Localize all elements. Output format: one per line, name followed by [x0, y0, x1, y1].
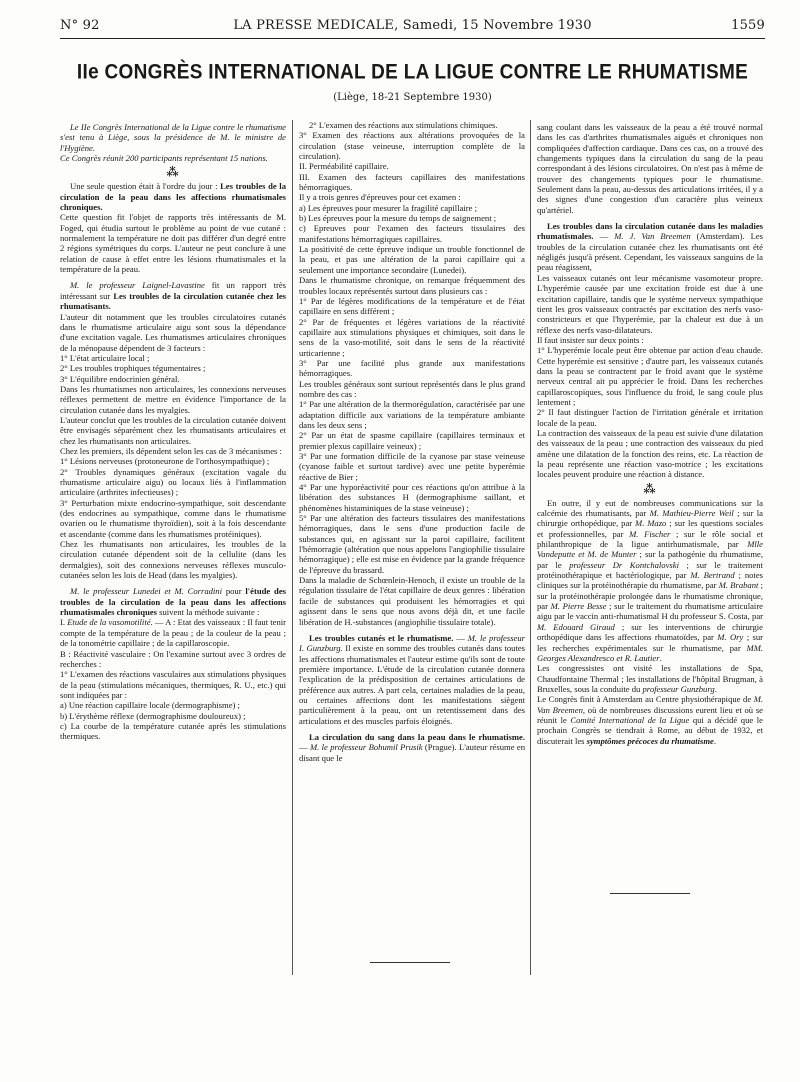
list-item: 5° Par une altération des facteurs tissulaires des manifestations hémorragiques, dans le sens d'une production facile de substances qui, en agissant sur la paroi capillaire, facilitent l'hémorragie (altération que nous appelons l'angiophilie tissulaire hémorragique) ; elle est mise en évidence par la grande fréquence de l'épreuve du brassard.	[299, 513, 525, 575]
article-title: IIe CONGRÈS INTERNATIONAL DE LA LIGUE CONTRE LE RHUMATISME	[76, 60, 749, 85]
text-run: ; sur le traitement protéinothérapique et bactériologique, par	[537, 559, 763, 581]
paragraph: Il faut insister sur deux points :	[537, 334, 644, 345]
header-rule	[60, 38, 765, 39]
paragraph	[537, 498, 763, 664]
text-run: I.	[60, 617, 68, 628]
author-name: Mlle Vandeputte et M. de Munter	[537, 539, 763, 560]
issue-number: N° 92	[60, 18, 100, 33]
list-item: 1° Par une altération de la thermorégulation, caractérisée par une adaptation difficile aux variations de la température ambiante dans les deux sens ;	[299, 399, 525, 430]
paragraph	[537, 221, 763, 273]
text-run: (Amsterdam). Les troubles de la circulation cutanée chez les rhumatisants ont été négligés jusqu'à présent. Cependant, les vaisseaux sanguins de la peau réagissent,	[537, 231, 764, 273]
list-item: b) Les épreuves pour la mesure du temps de saignement ;	[299, 213, 497, 224]
section-separator: ⁂	[166, 165, 180, 180]
paragraph: Dans les rhumatismes non articulaires, les connexions nerveuses réflexes permettent de mettre en évidence l'importance de la circulation cutanée dans les myalgies.	[60, 383, 286, 415]
column-3	[537, 122, 763, 746]
author-name: M. Mathieu-Pierre Weil	[649, 508, 734, 519]
text-run: —	[299, 742, 310, 753]
author-name: M. le professeur I. Gunzburg.	[299, 632, 526, 654]
paragraph	[60, 586, 286, 617]
author-name: M. Bertrand	[690, 570, 735, 581]
section-heading: La circulation du sang dans la peau dans le rhumatisme.	[309, 731, 525, 742]
text-run: —	[453, 632, 468, 643]
author-name: professeur Gunzburg	[642, 683, 715, 694]
paragraph: 1° L'examen des réactions vasculaires aux stimulations physiques de la peau (stimulations mécaniques, thermiques, R. U., etc.) qui sont indiquées par :	[60, 669, 286, 700]
author-name: M. J. Van Breemen	[614, 231, 691, 242]
section-separator: ⁂	[643, 481, 657, 496]
text-run: ; sur la chirurgie orthopédique, par	[537, 508, 763, 529]
paragraph: L'auteur conclut que les troubles de la circulation cutanée doivent être envisagés séparément chez les rhumatisants articulaires et chez les rhumatisants non articulaires.	[60, 414, 286, 446]
text-run: pour	[222, 586, 246, 597]
paragraph: Ce Congrès réunit 200 participants représentant 15 nations.	[60, 153, 268, 164]
list-item: 2° Par de fréquentes et légères variations de la réactivité capillaire aux stimulations physiques et chimiques, soit dans le sens de la vaso-motilité, soit dans le sens de la réactivité urticarienne ;	[299, 316, 525, 358]
author-name: M. Mazo	[635, 518, 667, 529]
text-run: suivent la méthode suivante :	[157, 607, 260, 618]
paragraph: Il y a trois genres d'épreuves pour cet examen :	[299, 192, 461, 203]
column-1	[60, 122, 286, 742]
text-run: Il existe en somme des troubles cutanés dans toutes les affections rhumatismales et l'auteur estime qu'ils sont de toute première importance. L'étude de la circulation cutanée donnera l'explication de la prédisposition de certaines articulations de préférence aux autres. A part cela, certaines maladies de la peau, ou certaines affections dont les manifestations siègent particulièrement à la peau, ont un retentissement dans des articulations et des muscles parfois éloignés.	[299, 643, 525, 726]
paragraph: Les vaisseaux cutanés ont leur mécanisme vasomoteur propre. L'hyperémie causée par une excitation froide est due à une excitation capillaire, tandis que le système nerveux sympathique tient les gros vaisseaux contractés par excitation des nerfs vaso-constricteurs et que l'hyperémie, par la chaleur est due à un réflexe des nerfs vaso-dilatateurs.	[537, 272, 763, 335]
column-2	[299, 120, 525, 763]
list-item: III. Examen des facteurs capillaires des manifestations hémorragiques.	[299, 171, 525, 193]
text-run: —	[593, 231, 615, 242]
text-run: Etude de la vasomotilité	[67, 617, 151, 628]
text-run: Le Congrès finit à Amsterdam au Centre physiothérapique de	[537, 694, 754, 705]
paragraph	[60, 617, 286, 648]
author-name: M. Brabant	[718, 580, 759, 591]
journal-title-date: LA PRESSE MEDICALE, Samedi, 15 Novembre 1930	[233, 18, 592, 33]
text-run: ; sur le rôle social et philanthropique de la ligue antirhumatismale, par	[537, 528, 763, 550]
page-number: 1559	[731, 18, 765, 33]
text-run: ; notes cliniques sur la protéinothérapie du rhumatisme, par	[537, 570, 763, 591]
article-subtitle: (Liège, 18-21 Septembre 1930)	[333, 92, 492, 103]
text-run: ; sur le traitement du rhumatisme articulaire aigu par le vaccin anti-rhumatismal H du professeur S. Costa, par	[537, 601, 763, 622]
text-run: ; sur la pathogénie du rhumatisme, par le	[537, 549, 763, 570]
text-run: Les congressistes ont visité les installations de Spa, Chaudfontaine Thermal ; les installations de l'hôpital Brugman, à Bruxelles, sous la conduite du	[537, 663, 763, 694]
text-run: Les troubles de la circulation cutanée chez les rhumatisants.	[60, 290, 286, 312]
paragraph: La positivité de cette épreuve indique un trouble fonctionnel de la peau, et pas une altération de la paroi capillaire qui a seulement une importance secondaire (Lunedei).	[299, 244, 525, 275]
author-name: M. Fischer	[629, 528, 671, 539]
text-run: ; sur les questions sociales et professionnelles, par	[537, 518, 763, 539]
end-rule	[610, 893, 690, 894]
list-item: b) L'érythème réflexe (dermographisme douloureux) ;	[60, 710, 246, 721]
text-run: .	[713, 735, 717, 746]
list-item: c) La courbe de la température cutanée après les stimulations thermiques.	[60, 720, 286, 742]
paragraph	[60, 181, 286, 212]
list-item: 2° Les troubles trophiques tégumentaires ;	[60, 363, 206, 374]
text-run: fit un rapport très intéressant sur	[60, 280, 286, 301]
column-divider	[530, 120, 531, 975]
paragraph: La contraction des vaisseaux de la peau est suivie d'une dilatation des vaisseaux de la peau ; une contraction des vaisseaux du pied amène une dilatation de la fonction des reins, etc. La réaction de la peau représente une réaction vaso-motrice ; les excitations locales peuvent produire une réaction à distance.	[537, 427, 763, 480]
list-item: 3° Par une facilité plus grande aux manifestations hémorragiques.	[299, 357, 525, 379]
list-item: 2° Troubles dynamiques généraux (excitation vagale du rhumatisme articulaire aigu) ou locaux liés à l'inflammation articulaire (arthrites infectieuses) ;	[60, 466, 286, 498]
paragraph	[299, 633, 525, 726]
paragraph	[537, 694, 763, 746]
list-item: 3° Examen des réactions aux altérations provoquées de la circulation (stase veineuse, interruption complète de la circulation).	[299, 130, 525, 162]
list-item: a) Une réaction capillaire locale (dermographisme) ;	[60, 700, 240, 711]
list-item: 4° Par une hyporéactivité pour ces réactions qu'on attribue à la libération des substances H (dermographisme saillant, et phénomènes histaminiques de la stase veineuse) ;	[299, 482, 525, 513]
paragraph	[537, 663, 763, 694]
list-item: 2° Par un état de spasme capillaire (capillaires terminaux et premier plexus capillaire veineux) ;	[299, 430, 525, 451]
paragraph: B : Réactivité vasculaire : On l'examine surtout avec 3 ordres de recherches :	[60, 648, 286, 669]
author-name: M. Ory	[717, 632, 744, 643]
list-item: 1° L'état articulaire local ;	[60, 352, 150, 363]
list-item: 1° L'hyperémie locale peut être obtenue par action d'eau chaude. Cette hyperémie est sensitive ; d'autre part, les vaisseaux cutanés dans la peau se contractent par le froid avant que le système nerveux central ait pu apprécier le froid. Dans les recherches capillaroscopiques, sous l'influence du froid, le sang coule plus lentement ;	[537, 345, 763, 407]
end-rule	[370, 962, 450, 963]
paragraph: Cette question fit l'objet de rapports très intéressants de M. Foged, qui étudia surtout le problème au point de vue cutané : normalement la température ne doit pas différer d'un degré entre 2 régions symétriques du corps. L'auteur ne peut conclure à une relation de cause à effet entre les lésions rhumatismales et la température de la peau.	[60, 212, 286, 275]
list-item: 3° L'équilibre endocrinien général.	[60, 373, 180, 384]
text-run: qui a décidé que le prochain Congrès se tiendrait à Rome, au début de 1932, et discuterait les	[537, 714, 763, 746]
author-name: M. le professeur Laignel-Lavastine	[70, 280, 205, 291]
list-item: a) Les épreuves pour mesurer la fragilité capillaire ;	[299, 202, 477, 213]
column-divider	[292, 120, 293, 975]
author-name: M. le professeur Bohumil Prusik	[309, 742, 423, 753]
author-name: professeur Dr Kontchalovski	[569, 559, 679, 570]
list-item: 3° Perturbation mixte endocrino-sympathique, soit descendante (des endocrines au sympathique, comme dans le rhumatisme ovarien ou le rhumatisme thyroïdien), soit à la fois descendante et ascendante (comme dans les rhumatismes protéiniques).	[60, 497, 286, 539]
list-item: 1° Par de légères modifications de la température et de l'état capillaire en sens différent ;	[299, 295, 525, 317]
text-run: Une seule question était à l'ordre du jour :	[70, 181, 221, 192]
text-run: ; sur la protéinothérapie prolongée dans le rhumatisme chronique, par	[537, 580, 764, 612]
text-run: (Prague). L'auteur résume en disant que le	[299, 742, 525, 763]
text-run: En outre, il y eut de nombreuses communications sur la calcémie des rhumatisants, par	[537, 497, 763, 519]
text-run: Les troubles de la circulation de la peau dans les affections rhumatismales chroniques.	[60, 181, 286, 213]
paragraph	[60, 280, 286, 311]
list-item: 3° Par une formation difficile de la cyanose par stase veineuse (cyanose faible et surtout tardive) avec une petite hyperémie réactive de Bier ;	[299, 451, 525, 482]
author-name: M. le professeur Lunedei et M. Corradini	[70, 586, 222, 597]
text-run: ; sur les interventions de chirurgie orthopédique dans les affections rhumatoïdes, par	[537, 621, 763, 643]
paragraph: Les troubles généraux sont surtout représentés dans le plus grand nombre des cas :	[299, 378, 525, 399]
running-head	[60, 18, 765, 36]
author-name: M. Pierre Besse	[550, 601, 607, 612]
paragraph: Dans le rhumatisme chronique, on remarque fréquemment des troubles locaux représentés surtout dans plusieurs cas :	[299, 275, 525, 296]
list-item: 2° Il faut distinguer l'action de l'irritation générale et irritation locale de la peau.	[537, 407, 763, 428]
paragraph: L'auteur dit notamment que les troubles circulatoires cutanés dans le rhumatisme articulaire aigu sont sous la dépendance d'une excitation vagale. Les rhumatismes articulaires chroniques de la ménopause dépendent de 3 facteurs :	[60, 311, 286, 353]
section-heading: Les troubles cutanés et le rhumatisme.	[309, 632, 454, 643]
text-run: symptômes précoces du rhumatisme	[586, 735, 714, 746]
list-item: 2° L'examen des réactions aux stimulations chimiques.	[309, 120, 498, 130]
text-run: Comité International de la Ligue	[570, 714, 690, 725]
paragraph: Le IIe Congrès International de la Ligue contre le rhumatisme s'est tenu à Liège, sous la présidence de M. le ministre de l'Hygiène.	[60, 122, 286, 153]
text-run: . — A : Etat des vaisseaux : Il faut tenir compte de la température de la peau ; de la couleur de la peau ; de la tonométrie capillaire ; de la capillaroscopie.	[60, 617, 286, 649]
text-run: .	[659, 652, 662, 663]
paragraph: Chez les rhumatisants non articulaires, les troubles de la circulation cutanée dépendent soit de la cellulite (dans les dermalgies), soit des connexions nerveuses réflexes musculo-cutanées selon les lois de Head (dans les myalgies).	[60, 539, 286, 581]
paragraph: Dans la maladie de Schœnlein-Henoch, il existe un trouble de la régulation tissulaire de l'état capillaire de deux genres : libération facile de substances qui produisent les hémorragies et qui agissent dans le sens que nous avons déjà dit, et une facile libération de H.-substances (angiophilie tissulaire totale).	[299, 575, 525, 627]
text-run: l'étude des troubles de la circulation de la peau dans les affections rhumatismales chroniques	[60, 586, 286, 618]
list-item: II. Perméabilité capillaire.	[299, 161, 389, 172]
section-heading: Les troubles dans la circulation cutanée dans les maladies rhumatismales.	[537, 221, 763, 242]
text-run: , où de nombreuses discussions eurent lieu et où se réunit le	[537, 704, 763, 725]
text-run: ; sur les recherches expérimentales sur le rhumatisme, par	[537, 632, 763, 653]
paragraph: Chez les premiers, ils dépendent selon les cas de 3 mécanismes :	[60, 445, 282, 456]
author-name: MM. Georges Alexandresco et R. Lautier	[537, 642, 763, 663]
paragraph	[299, 732, 525, 763]
list-item: 1° Lésions nerveuses (protoneurone de l'orthosympathique) ;	[60, 456, 270, 467]
list-item: c) Epreuves pour l'examen des facteurs tissulaires des manifestations hémorragiques capillaires.	[299, 223, 525, 244]
text-run: .	[714, 683, 717, 694]
author-name: M. Edouard Giraud	[537, 621, 615, 632]
paragraph: sang coulant dans les vaisseaux de la peau a été trouvé normal dans les cas d'arthrites rhumatismales aiguës et chroniques non compliquées d'affection cardiaque. Dans ces cas, on a trouvé des changements typiques dans la circulation du sang de la peau correspondant à des lésions circulatoires. On n'est pas à même de trouver des changements typiques pour le rhumatisme. Seulement dans la peau, au-dessus des articulations irritées, il y a des signes d'une congestion d'un caractère plus veineux qu'artériel.	[537, 122, 763, 215]
author-name: M. Van Breemen	[537, 694, 763, 715]
